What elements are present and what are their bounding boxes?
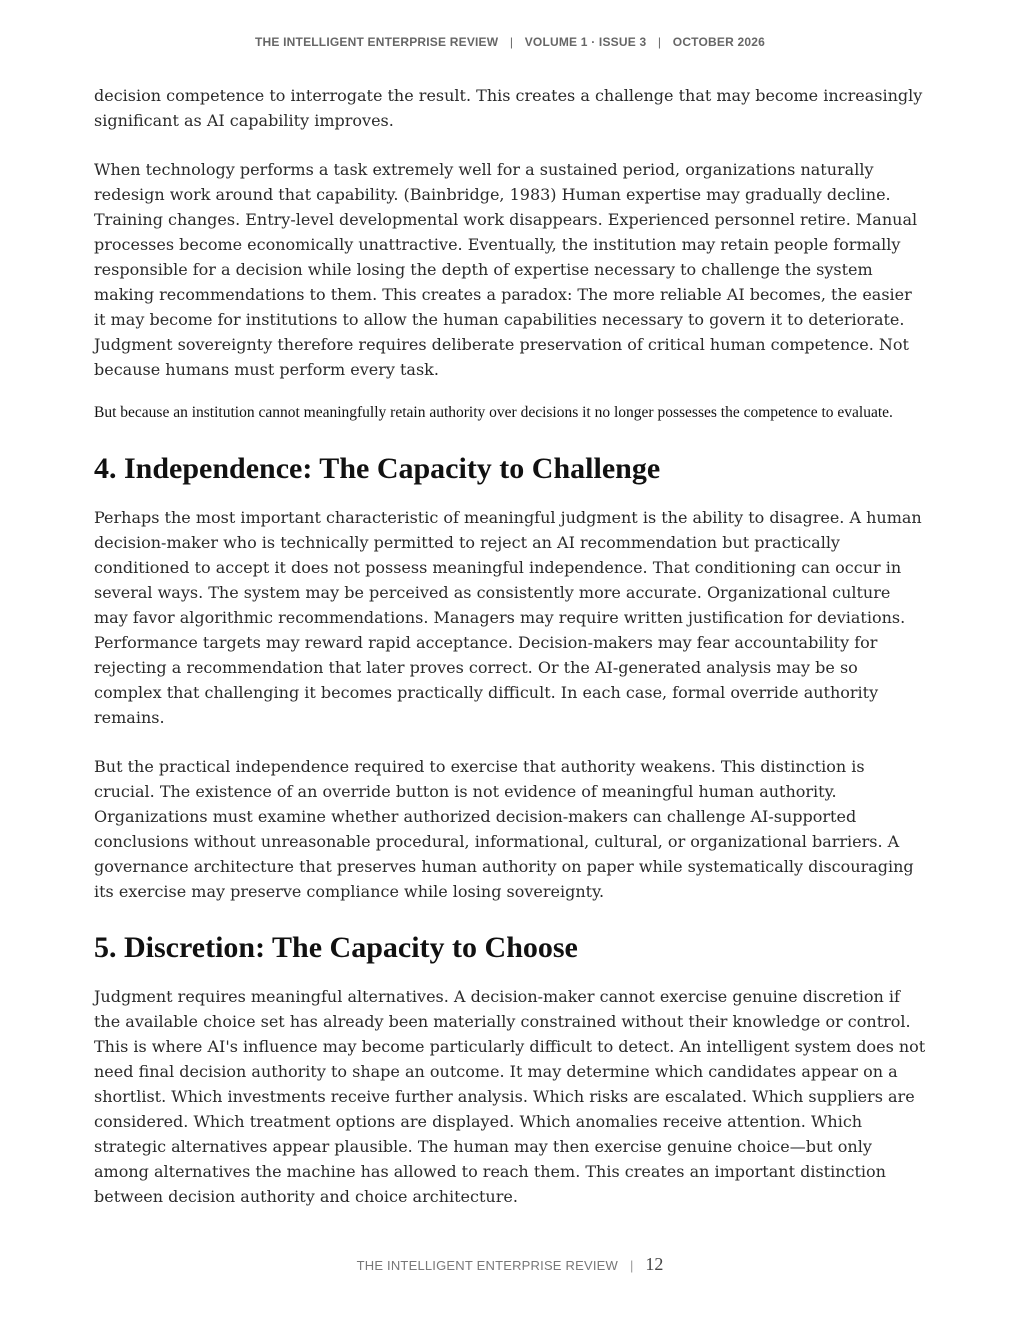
footer-separator: | <box>629 1258 634 1273</box>
section-heading-discretion: 5. Discretion: The Capacity to Choose <box>94 931 578 964</box>
section-heading-independence: 4. Independence: The Capacity to Challenge <box>94 452 661 485</box>
paragraph: But the practical independence required to exercise that authority weakens. This distinction is crucial. The existence of an override button is not evidence of meaningful human authority. Organizations must examine whether authorized decision-makers can challenge AI-supported conclusions without unreasonable procedural, informational, cultural, or organizational barriers. A governance architecture that preserves human authority on paper while systematically discouraging its exercise may preserve compliance while losing sovereignty. <box>94 757 914 901</box>
footer-publication: THE INTELLIGENT ENTERPRISE REVIEW <box>356 1258 618 1273</box>
page-number: 12 <box>645 1254 664 1274</box>
running-header <box>0 35 1020 49</box>
paragraph-note: But because an institution cannot meaningfully retain authority over decisions it no longer possesses the competence to evaluate. <box>94 404 893 421</box>
article-body <box>94 83 928 1233</box>
header-issue: VOLUME 1 · ISSUE 3 <box>524 35 647 49</box>
paragraph: When technology performs a task extremely well for a sustained period, organizations naturally redesign work around that capability. (Bainbridge, 1983) Human expertise may gradually decline. Training changes. Entry-level developmental work disappears. Experienced personnel retire. Manual processes become economically unattractive. Eventually, the institution may retain people formally responsible for a decision while losing the depth of expertise necessary to challenge the system making recommendations to them. This creates a paradox: The more reliable AI becomes, the easier it may become for institutions to allow the human capabilities necessary to govern it to deteriorate. Judgment sovereignty therefore requires deliberate preservation of critical human competence. Not because humans must perform every task. <box>94 160 918 379</box>
header-separator: | <box>657 35 662 49</box>
header-publication: THE INTELLIGENT ENTERPRISE REVIEW <box>255 35 499 49</box>
paragraph: Perhaps the most important characteristic of meaningful judgment is the ability to disagree. A human decision-maker who is technically permitted to reject an AI recommendation but practically conditioned to accept it does not possess meaningful independence. That conditioning can occur in several ways. The system may be perceived as consistently more accurate. Organizational culture may favor algorithmic recommendations. Managers may require written justification for deviations. Performance targets may reward rapid acceptance. Decision-makers may fear accountability for rejecting a recommendation that later proves correct. Or the AI-generated analysis may be so complex that challenging it becomes practically difficult. In each case, formal override authority remains. <box>94 508 922 727</box>
paragraph: decision competence to interrogate the result. This creates a challenge that may become increasingly significant as AI capability improves. <box>94 86 923 130</box>
header-date: OCTOBER 2026 <box>672 35 765 49</box>
paragraph: Judgment requires meaningful alternatives. A decision-maker cannot exercise genuine discretion if the available choice set has already been materially constrained without their knowledge or control. This is where AI's influence may become particularly difficult to detect. An intelligent system does not need final decision authority to shape an outcome. It may determine which candidates appear on a shortlist. Which investments receive further analysis. Which risks are escalated. Which suppliers are considered. Which treatment options are displayed. Which anomalies receive attention. Which strategic alternatives appear plausible. The human may then exercise genuine choice—but only among alternatives the machine has allowed to reach them. This creates an important distinction between decision authority and choice architecture. <box>94 987 926 1206</box>
page-footer <box>0 1254 1020 1275</box>
header-separator: | <box>509 35 514 49</box>
